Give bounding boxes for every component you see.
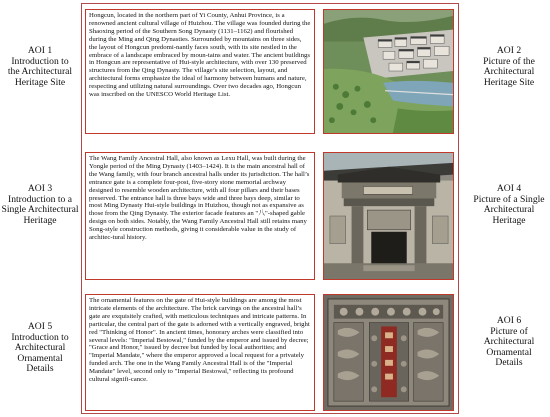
aoi-2-village-photo xyxy=(323,9,454,134)
aoi-3-textbox xyxy=(85,152,315,280)
aoi-6-carving-photo xyxy=(323,294,454,411)
aoi-4-hall-photo xyxy=(323,152,454,280)
ancestral-hall-gate-image xyxy=(324,153,453,279)
aoi-6-label: AOI 6 Picture of Architectural Ornamental Details xyxy=(483,315,535,369)
aoi-2-label: AOI 2 Picture of the Architectural Heritage Site xyxy=(483,45,535,88)
single-heritage-text: The Wang Family Ancestral Hall, also known as Lexu Hall, was built during the Yongle period of the Ming Dynasty (1403–1424). It is the main ancestral hall of the Wang family, with four branch ancestral halls under its jurisdiction. The hall’s entrance gate is a complete four-post, five-story stone memorial archway designed to resemble wooden architecture, with all four pillars and their bases preserved. The entrance hall is three bays wide and three bays deep, similar to most Ming Dynasty Hui-style buildings in Huizhou, though not as expansive as those from the Qing Dynasty. The exterior facade features an "八"-shaped gable design on both sides. Notably, the Wang Family Ancestral Hall still retains many Song-style construction methods, giving it considerable value in the study of architec-tural history. xyxy=(89,155,310,242)
village-aerial-image xyxy=(324,10,453,133)
aoi-5-label: AOI 5 Introduction to Architectural Ornamental Details xyxy=(11,321,69,375)
aoi-5-textbox xyxy=(85,294,315,411)
aoi-1-textbox xyxy=(85,9,315,134)
aoi-1-label: AOI 1 Introduction to the Architectural Heritage Site xyxy=(7,45,73,88)
ornamental-details-text: The ornamental features on the gate of Hui-style buildings are among the most intricate elements of the architecture. The brick carvings on the ancestral hall’s gate are exquisitely crafted, with meticulous techniques and intricate patterns. In particular, the central part of the gate is adorned with a vertically engraved, bright red "Thinking of Honor". In ancient times, honorary arches were classified into several levels: "Imperial Bestowal," funded by the emperor and issued by decree; "Grace and Honor," issued by decree but funded by local authorities; and "Imperial Mandate," where the emperor approved a local request for a privately funded arch. The one in the Wang Family Ancestral Hall is of the "Imperial Mandate" level, second only to "Imperial Bestowal," reflecting its profound cultural signifi-cance. xyxy=(89,297,310,384)
heritage-site-text: Hongcun, located in the northern part of Yi County, Anhui Province, is a renowned ancient cultural village of Huizhou. The village was founded during the Shaoxing period of the Southern Song Dynasty (1131–1162) and flourished during the Ming and Qing Dynasties. Surrounded by mountains on three sides, the layout of Hongcun predomi-nantly faces south, with its site nestled in the embrace of a landscape embraced by moun-tains and water. The ancient buildings in Hongcun are representative of Hui-style architecture, with over 130 preserved structures from the Qing Dynasty. The village’s site selection, layout, and architectural forms emphasize the ideal of harmony between humans and nature, respecting and utilizing natural surroundings. Over two decades ago, Hongcun was inscribed on the UNESCO World Heritage List. xyxy=(89,12,311,99)
brick-carving-image xyxy=(324,295,453,410)
aoi-3-label: AOI 3 Introduction to a Single Architectural Heritage xyxy=(1,183,79,226)
aoi-4-label: AOI 4 Picture of a Single Architectural Heritage xyxy=(473,183,545,226)
